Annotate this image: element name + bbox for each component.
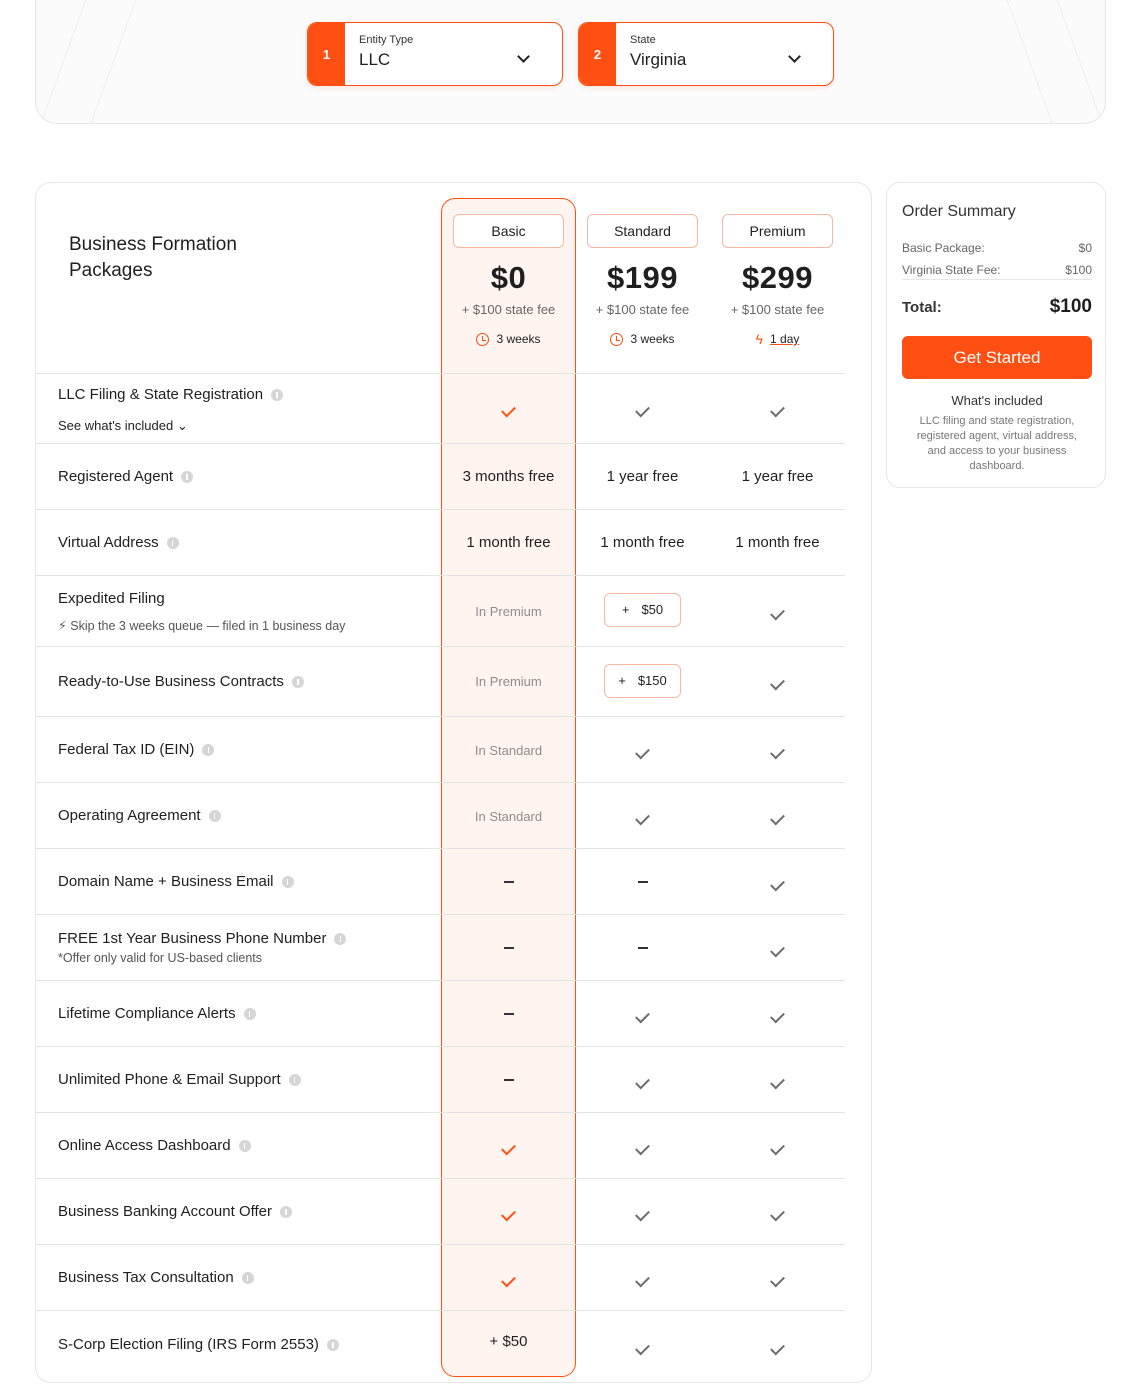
info-icon[interactable] — [289, 1074, 301, 1086]
cell-basic — [441, 1005, 576, 1022]
step-number: 2 — [579, 23, 616, 85]
check-icon — [501, 1273, 516, 1288]
feature-name: Federal Tax ID (EIN) — [58, 741, 195, 758]
plan-name: Standard — [587, 214, 698, 248]
panel-decoration — [1050, 0, 1103, 124]
add-contracts-button[interactable]: + $150 — [604, 664, 681, 698]
cell-basic: In Standard — [474, 743, 543, 758]
order-summary — [886, 182, 1106, 488]
total-value: $100 — [1049, 296, 1092, 317]
panel-decoration — [40, 0, 93, 124]
selector-panel — [35, 0, 1106, 124]
cell-standard — [575, 809, 710, 826]
feature-name: Domain Name + Business Email — [58, 873, 274, 890]
feature-row — [36, 980, 845, 1046]
feature-row — [36, 443, 845, 509]
cell-basic: In Premium — [475, 604, 542, 619]
feature-row — [36, 575, 845, 646]
entity-type-label: Entity Type — [359, 34, 414, 46]
check-icon — [635, 1341, 650, 1356]
feature-row — [36, 716, 845, 782]
get-started-button[interactable]: Get Started — [902, 336, 1092, 379]
cell-basic — [441, 1071, 576, 1088]
check-icon — [635, 1009, 650, 1024]
entity-type-select[interactable] — [307, 22, 563, 86]
check-icon — [635, 1075, 650, 1090]
feature-row — [36, 373, 845, 443]
summary-total — [902, 296, 1092, 318]
dash-icon — [504, 1079, 514, 1081]
cell-basic — [441, 873, 576, 890]
included-description: LLC filing and state registration, registered agent, virtual address, and access to your business dashboard. — [916, 415, 1078, 472]
check-icon — [770, 606, 785, 621]
info-icon[interactable] — [271, 389, 283, 401]
info-icon[interactable] — [282, 876, 294, 888]
dash-icon — [638, 881, 648, 883]
cell-premium — [710, 401, 845, 418]
plan-time-label: 3 weeks — [496, 332, 541, 346]
check-icon — [770, 877, 785, 892]
plan-fee: + $100 state fee — [730, 302, 825, 317]
feature-row — [36, 1112, 845, 1178]
summary-title: Order Summary — [902, 203, 1016, 220]
feature-row — [36, 1244, 845, 1310]
cell-basic: 3 months free — [462, 468, 555, 485]
dash-icon — [638, 947, 648, 949]
feature-row — [36, 848, 845, 914]
check-icon — [501, 1207, 516, 1222]
info-icon[interactable] — [242, 1272, 254, 1284]
check-icon — [770, 676, 785, 691]
feature-name: Business Banking Account Offer — [58, 1203, 273, 1220]
cell-basic — [441, 1139, 576, 1156]
feature-name: Business Tax Consultation — [58, 1269, 234, 1286]
feature-name: Online Access Dashboard — [58, 1137, 231, 1154]
feature-name: Operating Agreement — [58, 807, 201, 824]
cell-standard — [575, 1339, 710, 1356]
dash-icon — [504, 1013, 514, 1015]
cell-premium — [710, 1073, 845, 1090]
cell-premium — [710, 1139, 845, 1156]
state-value: Virginia — [630, 50, 687, 69]
panel-decoration — [1000, 0, 1053, 124]
check-icon — [635, 1141, 650, 1156]
feature-row — [36, 509, 845, 575]
check-icon — [635, 403, 650, 418]
check-icon — [501, 403, 516, 418]
plan-premium[interactable] — [722, 214, 833, 346]
cell-premium — [710, 941, 845, 958]
see-included-link[interactable]: See what's included ⌄ — [58, 418, 188, 433]
cell-premium — [710, 1205, 845, 1222]
cell-basic — [441, 939, 576, 956]
cell-standard — [575, 1271, 710, 1288]
feature-name: Lifetime Compliance Alerts — [58, 1005, 236, 1022]
check-icon — [635, 1273, 650, 1288]
check-icon — [635, 811, 650, 826]
dash-icon — [504, 881, 514, 883]
cell-standard — [575, 401, 710, 418]
cell-basic[interactable]: + $50 — [489, 1333, 528, 1350]
check-icon — [635, 1207, 650, 1222]
feature-name: LLC Filing & State Registration — [58, 386, 264, 403]
plan-basic[interactable] — [453, 214, 564, 346]
info-icon[interactable] — [239, 1140, 251, 1152]
cell-premium — [710, 674, 845, 691]
cell-standard: 1 year free — [606, 468, 679, 485]
plan-price: $199 — [607, 260, 678, 295]
check-icon — [770, 403, 785, 418]
state-select[interactable] — [578, 22, 834, 86]
cell-standard — [575, 743, 710, 760]
plan-price: $299 — [742, 260, 813, 295]
feature-name: FREE 1st Year Business Phone Number — [58, 930, 327, 947]
feature-subtext: *Offer only valid for US-based clients — [58, 951, 263, 965]
info-icon[interactable] — [202, 744, 214, 756]
info-icon[interactable] — [181, 471, 193, 483]
info-icon[interactable] — [334, 933, 346, 945]
feature-row — [36, 646, 845, 716]
cell-premium — [710, 1271, 845, 1288]
cell-premium — [710, 743, 845, 760]
cell-basic: In Premium — [475, 674, 542, 689]
plan-price: $0 — [490, 260, 527, 295]
cell-premium: 1 year free — [741, 468, 814, 485]
check-icon — [770, 1141, 785, 1156]
step-number: 1 — [308, 23, 345, 85]
check-icon — [770, 811, 785, 826]
check-icon — [770, 1207, 785, 1222]
cell-standard — [575, 873, 710, 890]
check-icon — [770, 1075, 785, 1090]
dash-icon — [504, 947, 514, 949]
cell-basic — [441, 1271, 576, 1288]
feature-name: Unlimited Phone & Email Support — [58, 1071, 281, 1088]
check-icon — [770, 943, 785, 958]
plan-time — [587, 332, 698, 346]
feature-row — [36, 782, 845, 848]
cell-premium — [710, 1007, 845, 1024]
cell-premium — [710, 875, 845, 892]
check-icon — [635, 745, 650, 760]
feature-row — [36, 1046, 845, 1112]
line-label: Virginia State Fee: — [902, 263, 1001, 277]
plan-standard[interactable] — [587, 214, 698, 346]
cell-standard — [575, 1205, 710, 1222]
line-label: Basic Package: — [902, 241, 985, 255]
info-icon[interactable] — [327, 1339, 339, 1351]
clock-icon — [476, 333, 489, 346]
check-icon — [770, 1273, 785, 1288]
info-icon[interactable] — [244, 1008, 256, 1020]
plan-time — [722, 332, 833, 346]
plan-fee: + $100 state fee — [461, 302, 556, 317]
info-icon[interactable] — [167, 537, 179, 549]
cell-standard: 1 month free — [600, 534, 685, 551]
check-icon — [770, 1341, 785, 1356]
plan-fee: + $100 state fee — [595, 302, 690, 317]
feature-subtext: ⚡ Skip the 3 weeks queue — filed in 1 business day — [58, 619, 346, 633]
line-value: $100 — [1065, 263, 1092, 277]
check-icon — [770, 745, 785, 760]
add-expedited-button[interactable]: + $50 — [604, 593, 681, 627]
plan-time-label: 1 day — [770, 332, 800, 346]
total-label: Total: — [902, 298, 942, 316]
check-icon — [770, 1009, 785, 1024]
cell-premium — [710, 604, 845, 621]
cell-basic — [441, 401, 576, 418]
state-label: State — [630, 34, 656, 46]
info-icon[interactable] — [292, 676, 304, 688]
lightning-icon: ϟ — [755, 331, 764, 347]
plan-time-label: 3 weeks — [630, 332, 675, 346]
feature-row — [36, 1178, 845, 1244]
feature-name: Expedited Filing — [58, 590, 165, 607]
cell-premium: 1 month free — [735, 534, 820, 551]
summary-line — [902, 263, 1092, 280]
entity-type-value: LLC — [359, 50, 391, 69]
cell-premium — [710, 809, 845, 826]
plan-name: Basic — [453, 214, 564, 248]
feature-name: Virtual Address — [58, 534, 159, 551]
cell-standard — [575, 1007, 710, 1024]
cell-basic — [441, 1205, 576, 1222]
cell-premium — [710, 1339, 845, 1356]
clock-icon — [610, 333, 623, 346]
feature-row — [36, 1310, 845, 1376]
feature-name: Registered Agent — [58, 468, 174, 485]
cell-basic: In Standard — [474, 809, 543, 824]
plan-time — [453, 332, 564, 346]
cell-standard — [575, 939, 710, 956]
cell-basic: 1 month free — [466, 534, 551, 551]
info-icon[interactable] — [280, 1206, 292, 1218]
summary-line — [902, 241, 1092, 255]
feature-name: S-Corp Election Filing (IRS Form 2553) — [58, 1336, 319, 1353]
packages-title: Business Formation Packages — [69, 234, 237, 281]
panel-decoration — [90, 0, 143, 124]
info-icon[interactable] — [209, 810, 221, 822]
cell-standard — [575, 664, 710, 698]
line-value: $0 — [1078, 241, 1092, 255]
feature-name: Ready-to-Use Business Contracts — [58, 673, 284, 690]
included-title: What's included — [951, 393, 1043, 408]
plan-name: Premium — [722, 214, 833, 248]
cell-standard — [575, 1073, 710, 1090]
feature-row — [36, 914, 845, 980]
check-icon — [501, 1141, 516, 1156]
cell-standard — [575, 593, 710, 627]
cell-standard — [575, 1139, 710, 1156]
